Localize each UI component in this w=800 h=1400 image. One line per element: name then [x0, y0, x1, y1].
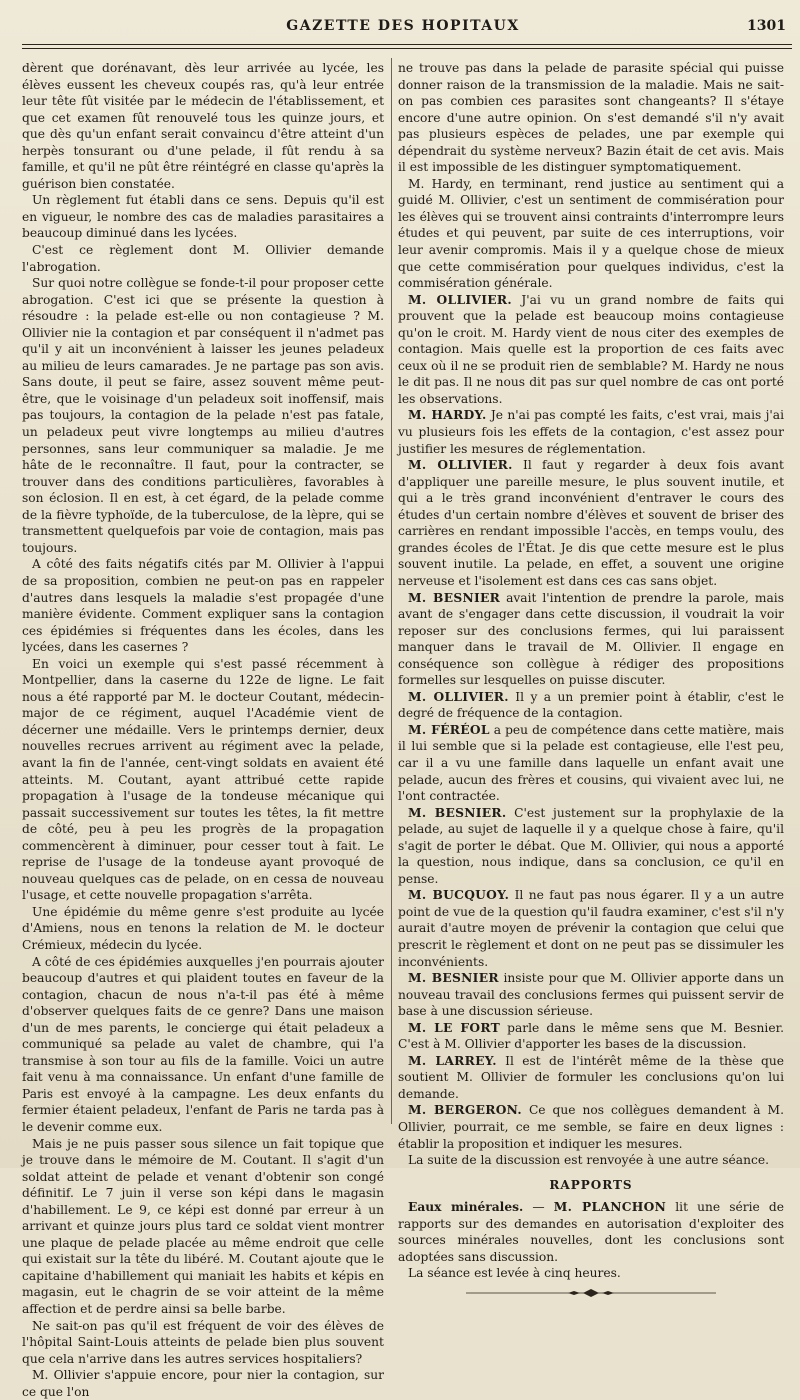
- exchange: [398, 292, 784, 408]
- speech-text: Il ne faut pas nous égarer. Il y a un autre point de vue de la question qu'il faudra examiner, c'est s'il n'y aurait d'autre moyen de prévenir la contagion que celui que prescrit le règlement et dont on ne peut pas se dissimuler les inconvénients.: [398, 888, 784, 969]
- paragraph: M. Hardy, en terminant, rend justice au sentiment qui a guidé M. Ollivier, c'est un sentiment de commisération pour les élèves qui se trouvent ainsi contraints d'interrompre leurs études et qui peuvent, par suite de ces interruptions, voir leur avenir compromis. Mais il y a quelque chose de mieux que cette commisération pour quelques individus, c'est la commisération générale.: [398, 176, 784, 291]
- report-paragraph: [398, 1199, 784, 1265]
- paragraph: A côté de ces épidémies auxquelles j'en pourrais ajouter beaucoup d'autres et qui plaident toutes en faveur de la contagion, chacun de nous n'a-t-il pas été à même d'observer quelques faits de ce genre? Dans une maison d'un de mes parents, le concierge qui était peladeux a communiqué sa pelade au valet de chambre, qui l'a transmise à son tour au fils de la famille. Voici un autre fait venu à ma connaissance. Un enfant d'une famille de Paris est envoyé à la campagne. Les deux enfants du fermier étaient peladeux, l'enfant de Paris ne tarda pas à le devenir comme eux.: [22, 954, 384, 1134]
- speech-text: C'est justement sur la prophylaxie de la pelade, au sujet de laquelle il y a quelque chose à faire, qu'il s'agit de porter le débat. Que M. Ollivier, qui nous a apporté la question, nous indique, dans sa conclusion, ce qu'il en pense.: [398, 805, 784, 886]
- speaker-name: M. BESNIER: [408, 970, 499, 986]
- speaker-name: M. PLANCHON: [553, 1199, 667, 1215]
- adjourn-note: La suite de la discussion est renvoyée à une autre séance.: [408, 1153, 769, 1168]
- section-title-rapports: RAPPORTS: [549, 1177, 633, 1192]
- paragraph: En voici un exemple qui s'est passé récemment à Montpellier, dans la caserne du 122e de ligne. Le fait nous a été rapporté par M. le docteur Coutant, médecin-major de ce régiment, auquel l'Académie vient de décerner une médaille. Vers le printemps dernier, deux nouvelles recrues arrivent au régiment avec la pelade, avant la fin de l'année, cent-vingt soldats en avaient été atteints. M. Coutant, ayant attribué cette rapide propagation à l'usage de la tondeuse mécanique qui passait successivement sur toutes les têtes, la fit mettre de côté, peu à peu les progrès de la propagation commencèrent à diminuer, pour cesser tout à fait. Le reprise de l'usage de la tondeuse ayant provoqué de nouveau quelques cas de pelade, on en cessa de nouveau l'usage, et cette nouvelle propagation s'arrêta.: [22, 656, 384, 903]
- paragraph: Un règlement fut établi dans ce sens. Depuis qu'il est en vigueur, le nombre des cas de maladies parasitaires a beaucoup diminué dans les lycées.: [22, 193, 384, 241]
- speech-text: a peu de compétence dans cette matière, mais il lui semble que si la pelade est contagieuse, elle l'est peu, car il a vu une famille dans laquelle un enfant avait une pelade, aucun des frères et cousins, qui vivaient avec lui, ne l'ont contractée.: [398, 722, 784, 804]
- report-text: lit une série de rapports sur des demandes en autorisation d'exploiter des sources minérales nouvelles, dont les conclusions sont adoptées sans discussion.: [398, 1200, 785, 1264]
- report-dash: —: [523, 1200, 554, 1215]
- exchange: [398, 407, 784, 457]
- speech-text: avait l'intention de prendre la parole, mais avant de s'engager dans cette discussion, il voudrait la voir reposer sur des conclusions fermes, qui lui paraissent manquer dans le travail de M. Ollivier. Il engage en conséquence son collègue à rédiger des propositions formelles sur lesquelles on puisse discuter.: [398, 590, 784, 688]
- speech-text: insiste pour que M. Ollivier apporte dans un nouveau travail des conclusions fermes qui puissent servir de base à une discussion sérieuse.: [398, 971, 784, 1019]
- column-divider: [391, 58, 392, 1124]
- paragraph: A côté des faits négatifs cités par M. Ollivier à l'appui de sa proposition, combien ne peut-on pas en rappeler d'autres dans lesquels la maladie s'est propagée d'une manière évidente. Comment expliquer sans la contagion ces épidémies si fréquentes dans les écoles, dans les lycées, dans les casernes ?: [22, 557, 384, 655]
- report-lead: Eaux minérales.: [408, 1199, 524, 1215]
- speech-text: Il faut y regarder à deux fois avant d'appliquer une pareille mesure, le plus souvent inutile, et qui a le très grand inconvénient d'entraver le cours des études d'un certain nombre d'élèves et souvent de briser des carrières en rendant impossible l'accès, en temps voulu, des grandes écoles de l'État. Je dis que cette mesure est le plus souvent inutile. La pelade, en effet, a souvent une origine nerveuse et l'isolement est dans ces cas sans objet.: [398, 458, 784, 588]
- exchange: [398, 590, 784, 689]
- page-number: 1301: [747, 18, 786, 34]
- speech-text: Il y a un premier point à établir, c'est le degré de fréquence de la contagion.: [398, 689, 784, 721]
- speaker-name: M. BERGERON.: [408, 1102, 522, 1118]
- exchange: [398, 970, 784, 1020]
- header-rule-thick: [22, 44, 792, 45]
- exchange: [398, 1053, 784, 1103]
- speaker-name: M. OLLIVIER.: [408, 291, 512, 307]
- speech-text: parle dans le même sens que M. Besnier. C'est à M. Ollivier d'apporter les bases de la discussion.: [398, 1020, 784, 1052]
- paragraph: dèrent que dorénavant, dès leur arrivée au lycée, les élèves eussent les cheveux coupés ras, qu'à leur entrée leur tête fût visitée par le médecin de l'établissement, et que cet examen fût renouvelé tous les quinze jours, et que dès qu'un enfant serait convaincu d'être atteint d'un herpès tonsurant ou d'une pelade, il fût rendu à sa famille, et qu'il ne pût être réintégré en classe qu'après la guérison bien constatée.: [22, 61, 384, 191]
- exchange: [398, 887, 784, 970]
- speech-text: J'ai vu un grand nombre de faits qui prouvent que la pelade est beaucoup moins contagieuse qu'on le croit. M. Hardy vient de nous citer des exemples de contagion. Mais quelle est la proportion de ces faits avec ceux où il ne se produit rien de semblable? M. Hardy ne nous le dit pas. Il ne nous dit pas sur quel nombre de cas ont porté les observations.: [398, 292, 784, 406]
- exchange: [398, 1020, 784, 1053]
- journal-title: GAZETTE DES HOPITAUX: [286, 18, 520, 34]
- paragraph: Ne sait-on pas qu'il est fréquent de voir des élèves de l'hôpital Saint-Louis atteints de pelade bien plus souvent que cela n'arrive dans les autres services hospitaliers?: [22, 1318, 384, 1366]
- paragraph: M. Ollivier s'appuie encore, pour nier la contagion, sur ce que l'on: [22, 1368, 384, 1399]
- paragraph: Une épidémie du même genre s'est produite au lycée d'Amiens, nous en tenons la relation de M. le docteur Crémieux, médecin du lycée.: [22, 904, 384, 952]
- speaker-name: M. OLLIVIER.: [408, 457, 513, 473]
- exchange: [398, 805, 784, 888]
- speech-text: Ce que nos collègues demandent à M. Ollivier, pourrait, ce me semble, se faire en deux lignes : établir la proposition et indiquer les mesures.: [398, 1103, 784, 1151]
- speaker-name: M. OLLIVIER.: [408, 688, 509, 704]
- speech-text: Je n'ai pas compté les faits, c'est vrai, mais j'ai vu plusieurs fois les effets de la contagion, c'est assez pour justifier les mesures de réglementation.: [398, 408, 784, 456]
- right-column: [398, 60, 784, 1298]
- header-rule-thin: [22, 48, 792, 49]
- closing-note: La séance est levée à cinq heures.: [408, 1266, 621, 1281]
- left-column: [22, 60, 384, 1400]
- paragraph: Sur quoi notre collègue se fonde-t-il pour proposer cette abrogation. C'est ici que se présente la question à résoudre : la pelade est-elle ou non contagieuse ? M. Ollivier nie la contagion et par conséquent il n'admet pas qu'il y ait un inconvénient à laisser les jeunes peladeux au milieu de leurs camarades. Je ne partage pas son avis. Sans doute, il peut se faire, assez souvent même peut-être, que le voisinage d'un peladeux soit inoffensif, mais pas toujours, la contagion de la pelade n'est pas fatale, un peladeux peut vivre longtemps au milieu d'autres personnes, sans leur communiquer sa maladie. Je me hâte de le reconnaître. Il faut, pour la contracter, se trouver dans des conditions particulières, favorables à son éclosion. Il en est, à cet égard, de la pelade comme de la fièvre typhoïde, de la tuberculose, de la lèpre, qui se transmettent quelquefois par voie de contagion, mais pas toujours.: [22, 276, 384, 555]
- exchange: [398, 689, 784, 722]
- speaker-name: M. FÉRÉOL: [408, 721, 490, 737]
- speaker-name: M. BESNIER.: [408, 804, 507, 820]
- exchange: [398, 457, 784, 589]
- exchange: [398, 1102, 784, 1152]
- speaker-name: M. HARDY.: [408, 407, 487, 423]
- speaker-name: M. BESNIER: [408, 589, 501, 605]
- paragraph: Mais je ne puis passer sous silence un fait topique que je trouve dans le mémoire de M. Coutant. Il s'agit d'un soldat atteint de pelade et venant d'obtenir son congé définitif. Le 7 juin il verse son képi dans le magasin d'habillement. Le 9, ce képi est donné par erreur à un arrivant et quinze jours plus tard ce soldat vient montrer une plaque de pelade placée au même endroit que celle qui existait sur la tête du libéré. M. Coutant ajoute que le capitaine d'habillement qui maniait les habits et képis en magasin, eut le chagrin de se voir atteint de la même affection et de perdre ainsi sa belle barbe.: [22, 1136, 384, 1317]
- page-header: [18, 14, 788, 44]
- speaker-name: M. BUCQUOY.: [408, 887, 510, 903]
- paragraph: ne trouve pas dans la pelade de parasite spécial qui puisse donner raison de la transmission de la maladie. Mais ne sait-on pas combien ces parasites sont changeants? Il s'étaye encore d'une autre opinion. On s'est demandé s'il n'y avait pas plusieurs espèces de pelades, une par exemple qui dépendrait du système nerveux? Bazin était de cet avis. Mais il est impossible de les distinguer symptomatiquement.: [398, 61, 784, 175]
- paragraph: C'est ce règlement dont M. Ollivier demande l'abrogation.: [22, 243, 384, 274]
- fleuron-ornament-icon: [466, 1288, 716, 1298]
- speech-text: Il est de l'intérêt même de la thèse que soutient M. Ollivier de formuler les conclusions qu'on lui demande.: [398, 1053, 784, 1101]
- speaker-name: M. LE FORT: [408, 1019, 501, 1035]
- exchange: [398, 722, 784, 805]
- speaker-name: M. LARREY.: [408, 1052, 497, 1068]
